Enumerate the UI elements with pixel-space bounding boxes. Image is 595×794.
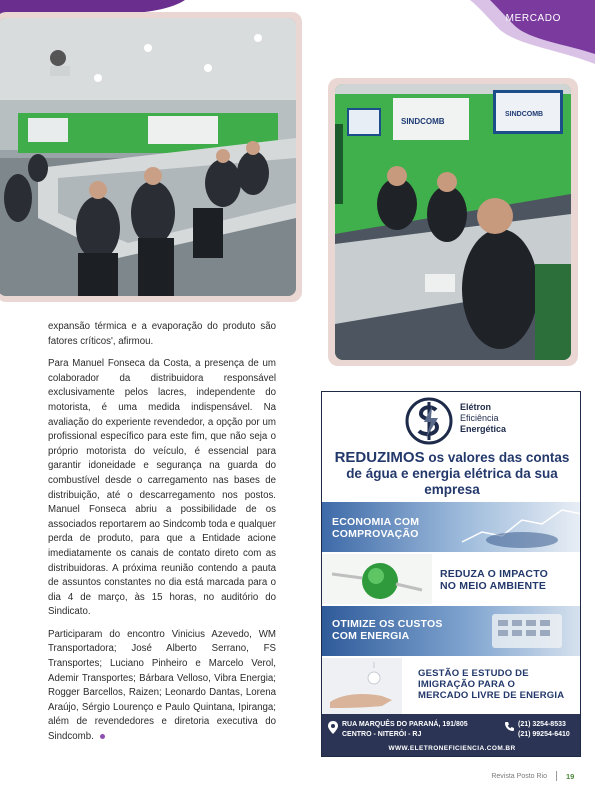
magazine-name: Revista Posto Rio [491, 773, 547, 780]
ad-brand-line: Eficiência [460, 413, 499, 423]
ad-contact-footer [322, 714, 581, 757]
ad-address [342, 720, 468, 740]
article-paragraph: Para Manuel Fonseca da Costa, a presença de um colaborador da distribuidora responsável exclusivamente pelos lacres, independente do motorista, é uma medida indispensável. Na avaliação do experiente revendedor, a opção por um profissional específico para este fim, que não seja o próprio motorista do veículo, é essencial para garantir idoneidade e segurança na guarda do combustível desde o carregamento nas bases de distribuição, até o descarregamento nos postos. Manuel Fonseca abriu a possibilidade de os associados reportarem ao Sindcomb toda e qualquer perda de produto, para que a Entidade acione imediatamente os canais de contato direto com as distribuidoras. A próxima reunião contendo a pauta de assuntos constantes no dia está marcada para o dia 4 de março, às 15 horas, no auditório do Sindicato. [48, 358, 276, 618]
advertisement[interactable] [321, 391, 581, 757]
ad-brand-line: Energética [460, 424, 507, 434]
ad-band-text: REDUZA O IMPACTO NO MEIO AMBIENTE [440, 568, 549, 592]
ad-headline [330, 450, 574, 498]
ad-brand [460, 402, 506, 435]
ad-band-economy [322, 502, 581, 552]
meeting-room-photo [0, 18, 296, 296]
speakers-photo [335, 84, 571, 360]
ad-brand-line: Elétron [460, 402, 492, 412]
ad-phone[interactable]: (21) 3254-8533 [518, 721, 566, 728]
ad-website-link[interactable]: WWW.ELETRONEFICIENCIA.COM.BR [388, 745, 516, 752]
location-pin-icon [328, 721, 338, 734]
screen-logo-text: SINDCOMB [505, 111, 544, 118]
phone-icon [504, 721, 515, 732]
article-paragraph: expansão térmica e a evaporação do produto são fatores críticos', afirmou. [48, 321, 276, 347]
ad-band-free-market [322, 658, 581, 714]
end-of-article-dot-icon [100, 734, 105, 739]
ad-headline-strong: REDUZIMOS [334, 449, 425, 466]
ad-phone[interactable]: (21) 99254-6410 [518, 731, 570, 738]
ad-band-text: GESTÃO E ESTUDO DE IMIGRAÇÃO PARA O MERCADO LIVRE DE ENERGIA [418, 668, 565, 701]
ad-address-line: CENTRO - NITERÓI - RJ [342, 731, 422, 738]
article-paragraph-text: Participaram do encontro Vinicius Azevedo, WM Transportadora; José Alberto Serrano, FS Transportes; Luciano Pinheiro e Marcelo Verol, Ademir Transportes; Bárbara Velloso, Vibra Energia; Rogger Barcellos, Raizen; Leonardo Dantas, Lorena Araújo, Sérgio Lourenço e Paulo Quintana, Ipiranga; além de revendedores e diretoria executiva do Sindcomb. [48, 628, 276, 743]
ad-band-text: ECONOMIA COM COMPROVAÇÃO [332, 516, 420, 540]
ad-band-environment [322, 554, 581, 604]
article-body [48, 320, 276, 753]
article-paragraph [48, 628, 276, 745]
section-label: MERCADO [505, 13, 561, 24]
ad-phones [518, 720, 570, 740]
ad-headline-rest: os valores das contas de água e energia elétrica da sua empresa [346, 450, 570, 497]
ad-band-costs [322, 606, 581, 656]
wall-logo-text: SINDCOMB [401, 117, 445, 126]
ad-band-text: OTIMIZE OS CUSTOS COM ENERGIA [332, 618, 443, 642]
ad-address-line: RUA MARQUÊS DO PARANÁ, 191/805 [342, 721, 468, 728]
footer-divider [556, 771, 557, 781]
page-number: 19 [566, 772, 575, 781]
